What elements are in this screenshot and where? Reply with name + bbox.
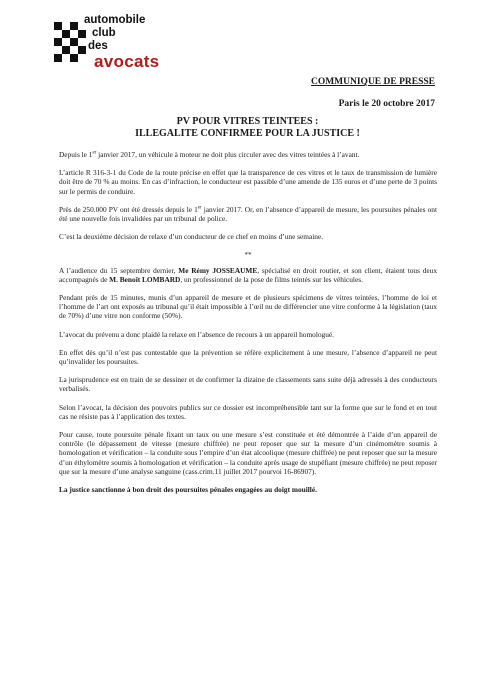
logo-line-3: des — [88, 40, 108, 52]
section-separator: ** — [244, 250, 252, 260]
paragraph-8: En effet dès qu’il n’est pas contestable que la prévention se réfère explicitement à une mesure, l’absence d’appareil ne peut qu’invalider les poursuites. — [59, 347, 437, 367]
paragraph-7: L’avocat du prévenu a donc plaidé la relaxe en l’absence de recours à un appareil homologué. — [59, 329, 334, 339]
dateline: Paris le 20 octobre 2017 — [338, 99, 435, 109]
logo-line-1: automobile — [84, 14, 146, 26]
paragraph-5: A l’audience du 15 septembre dernier, Me Rémy JOSSEAUME, spécialisé en droit routier, et son client, étaient tous deux accompagnés de M. Benoît LOMBARD, un professionnel de la pose de films teintés sur les véhicules. — [59, 265, 437, 284]
paragraph-11: Pour cause, toute poursuite pénale fixant un taux ou une mesure s’est constituée et été démontrée à l’aide d’un appareil de contrôle (le dépassement de vitesse (mesure chiffrée) ne peut reposer que sur la mesure d’un cinémomètre soumis à homologation et vérification – la conduite sous l’empire d’un état alcoolique (mesure chiffrée) ne peut reposer que sur la mesure d’un éthylomètre soumis à homologation et vérification – la conduite après usage de stupéfiant (mesure chiffrée) ne peut reposer que sur la mesure d’une analyse sanguine (cass.crim.11 juillet 2017 pourvoi 16-86907). — [59, 430, 437, 476]
club-logo — [54, 8, 184, 78]
document-body — [59, 150, 437, 503]
document-title-line-1: PV POUR VITRES TEINTEES : — [176, 116, 319, 127]
paragraph-4: C’est la deuxième décision de relaxe d’un conducteur de ce chef en moins d’une semaine. — [59, 232, 324, 242]
paragraph-9: La jurisprudence est en train de se dessiner et de confirmer la dizaine de classements sans suite déjà adressés à des conducteurs verbalisés. — [59, 375, 437, 394]
paragraph-3: Près de 250.000 PV ont été dressés depuis le 1er janvier 2017. Or, en l’absence d’appareil de mesure, les poursuites pénales ont été une nouvelle fois invalidées par un tribunal de police. — [59, 204, 437, 224]
logo-wordmark — [84, 14, 159, 71]
press-release-heading: COMMUNIQUE DE PRESSE — [310, 77, 435, 87]
paragraph-1: Depuis le 1er janvier 2017, un véhicule à moteur ne doit plus circuler avec des vitres teintées à l’avant. — [59, 150, 360, 159]
checkered-flag-icon — [54, 22, 86, 68]
logo-line-2: club — [92, 27, 116, 39]
document-title-line-2: ILLEGALITE CONFIRMEE POUR LA JUSTICE ! — [135, 128, 360, 139]
paragraph-2: L’article R 316-3-1 du Code de la route précise en effet que la transparence de ces vitres et le taux de transmission de lumière doit être de 70 % au moins. En cas d’infraction, le conducteur est passible d’une amende de 135 euros et d’une perte de 3 points sur le permis de conduire. — [59, 168, 437, 196]
paragraph-12-conclusion: La justice sanctionne à bon droit des poursuites pénales engagées au doigt mouillé. — [59, 485, 317, 495]
paragraph-10: Selon l’avocat, la décision des pouvoirs publics sur ce dossier est incompréhensible tant sur la forme que sur le fond et en tout cas ne résiste pas à l’application des textes. — [59, 402, 437, 421]
paragraph-6: Pendant près de 15 minutes, munis d’un appareil de mesure et de plusieurs spécimens de vitres teintées, l’homme de loi et l’homme de l’art ont exposés au tribunal qu’il était impossible à l’œil nu de différencier une vitre conforme à la législation (taux de 70%) d’une vitre non conforme (50%). — [59, 293, 437, 321]
logo-line-4: avocats — [94, 52, 160, 71]
